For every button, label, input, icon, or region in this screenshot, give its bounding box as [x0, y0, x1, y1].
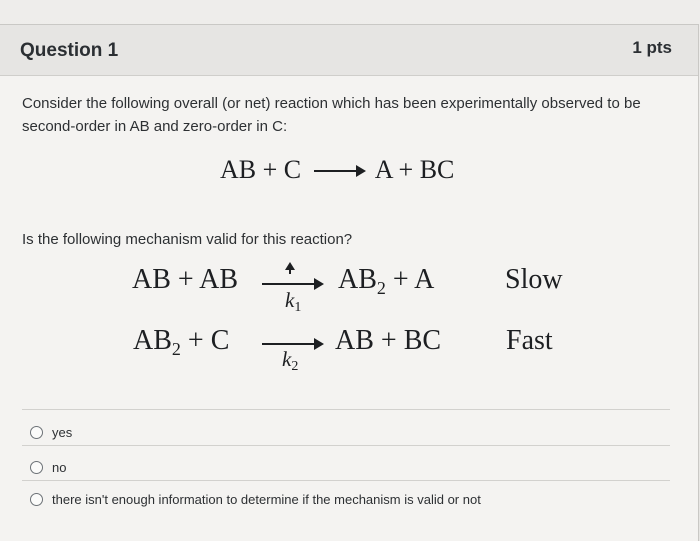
step-2-arrow-icon	[262, 343, 322, 345]
answer-option-yes[interactable]	[30, 425, 72, 440]
radio-button[interactable]	[30, 426, 43, 439]
step-2-reactant-main: AB	[133, 325, 172, 356]
answer-divider	[22, 409, 670, 410]
mechanism-step-1-products	[338, 264, 434, 299]
reaction-arrow-icon	[314, 170, 364, 172]
step-1-k: k	[285, 288, 295, 312]
step-1-arrow-icon	[262, 283, 322, 285]
question-header	[0, 25, 698, 76]
step-1-product-sub: 2	[376, 278, 386, 298]
radio-button[interactable]	[30, 493, 43, 506]
mechanism-step-1-reactants	[132, 264, 238, 296]
step-1-product-rest: + A	[385, 264, 435, 295]
step-2-reactant-sub: 2	[171, 339, 181, 359]
mechanism-prompt: Is the following mechanism valid for this reaction?	[22, 231, 353, 248]
radio-button[interactable]	[30, 461, 43, 474]
step-2-products-text: AB + BC	[335, 325, 442, 356]
answer-divider	[22, 445, 670, 446]
answer-option-no[interactable]	[30, 460, 66, 475]
step-1-product-main: AB	[338, 264, 377, 295]
step-2-k: k	[282, 347, 292, 371]
mechanism-step-2-products	[335, 325, 441, 357]
question-prompt: Consider the following overall (or net) reaction which has been experimentally observed to be second-order in AB and zero-order in C:	[22, 95, 641, 135]
answer-label-no: no	[52, 460, 67, 475]
step-1-rate-constant	[285, 288, 301, 316]
question-title: Question 1	[20, 40, 119, 61]
mouse-cursor-icon	[285, 262, 295, 270]
overall-reactants: AB + C	[220, 155, 302, 184]
overall-products: A + BC	[374, 155, 455, 184]
mechanism-step-2-reactants	[133, 325, 229, 360]
question-points: 1 pts	[632, 38, 672, 57]
answer-label-not-enough-info: there isn't enough information to determine if the mechanism is valid or not	[52, 492, 481, 507]
answer-label-yes: yes	[52, 425, 73, 440]
step-2-k-sub: 2	[291, 359, 299, 374]
answer-option-not-enough-info[interactable]	[30, 492, 481, 507]
answer-divider	[22, 480, 670, 481]
step-1-reactants-text: AB + AB	[132, 264, 239, 295]
step-1-k-sub: 1	[294, 300, 302, 315]
step-1-speed: Slow	[505, 264, 563, 295]
overall-reaction	[220, 155, 454, 185]
step-2-rate-constant	[282, 347, 298, 375]
step-2-reactant-rest: + C	[180, 325, 230, 356]
step-2-speed: Fast	[506, 325, 553, 356]
